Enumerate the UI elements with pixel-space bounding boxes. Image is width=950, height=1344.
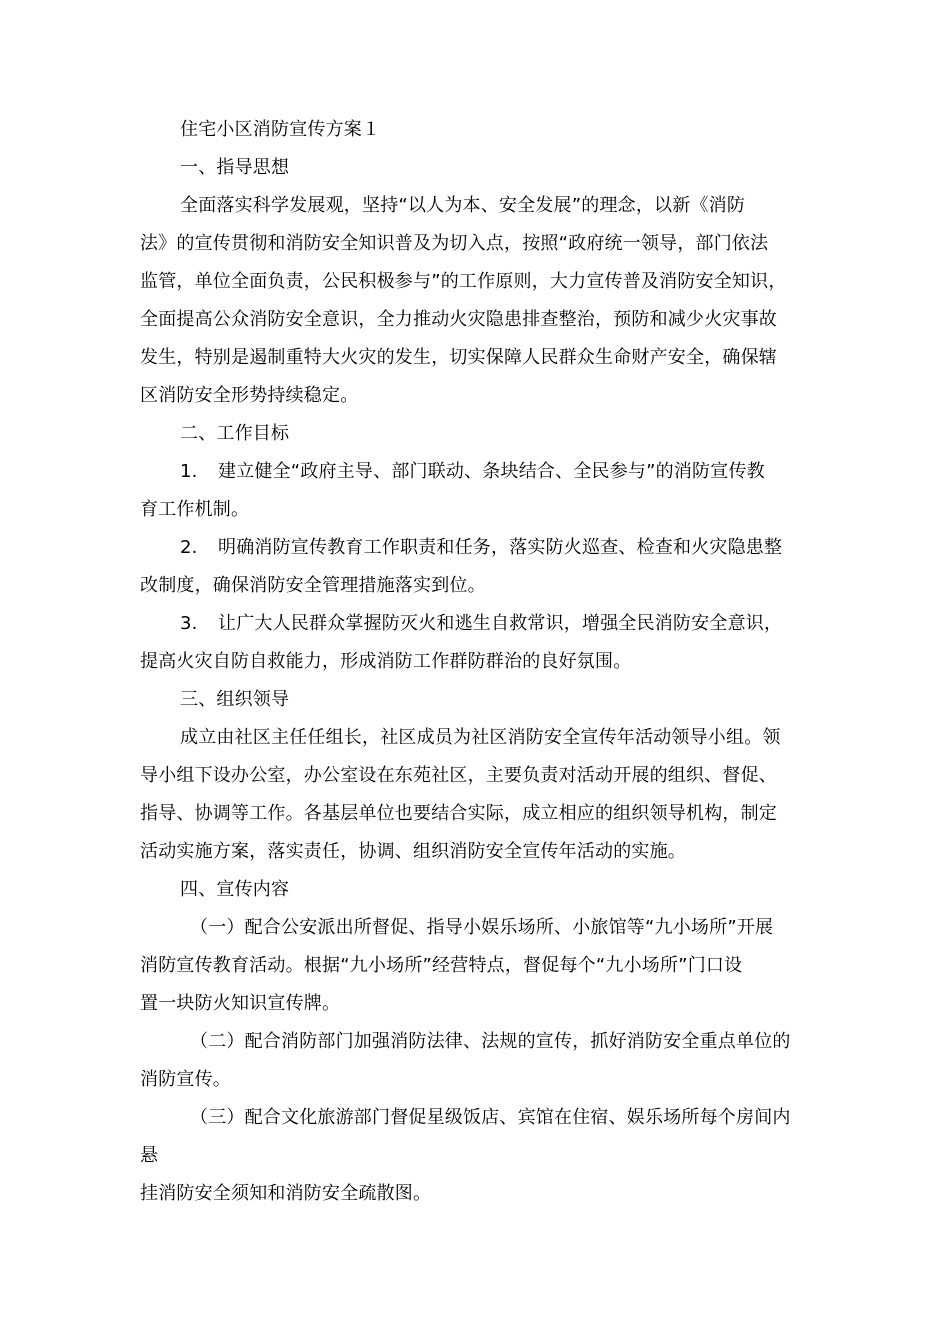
item-text: 建立健全“政府主导、部门联动、条块结合、全民参与”的消防宣传教 (218, 461, 765, 482)
paragraph-line: 指导、协调等工作。各基层单位也要结合实际，成立相应的组织领导机构，制定 (140, 803, 777, 824)
numbered-item-2 (180, 536, 782, 560)
item-number: 3. (180, 613, 198, 634)
document-title: 住宅小区消防宣传方案１ (180, 119, 381, 140)
sub-item-3: （三）配合文化旅游部门督促星级饭店、宾馆在住宿、娱乐场所每个房间内 (190, 1107, 791, 1128)
item-number: 2. (180, 537, 198, 558)
section-heading-2: 二、工作目标 (180, 423, 290, 444)
paragraph-line: 全面落实科学发展观，坚持“以人为本、安全发展”的理念，以新《消防 (180, 195, 746, 216)
paragraph-line: 挂消防安全须知和消防安全疏散图。 (140, 1183, 432, 1204)
paragraph-line: 法》的宣传贯彻和消防安全知识普及为切入点，按照“政府统一领导，部门依法 (140, 233, 769, 254)
paragraph-line: 消防宣传。 (140, 1069, 231, 1090)
paragraph-line: 提高火灾自防自救能力，形成消防工作群防群治的良好氛围。 (140, 651, 632, 672)
paragraph-line: 悬 (140, 1145, 159, 1166)
paragraph-line: 育工作机制。 (140, 499, 250, 520)
paragraph-line: 区消防安全形势持续稳定。 (140, 385, 359, 406)
numbered-item-1 (180, 460, 765, 484)
item-text: 让广大人民群众掌握防灭火和逃生自救常识，增强全民消防安全意识， (218, 613, 783, 634)
paragraph-line: 置一块防火知识宣传牌。 (140, 993, 341, 1014)
sub-item-1: （一）配合公安派出所督促、指导小娱乐场所、小旅馆等“九小场所”开展 (190, 917, 774, 938)
item-text: 明确消防宣传教育工作职责和任务，落实防火巡查、检查和火灾隐患整 (218, 537, 783, 558)
section-heading-3: 三、组织领导 (180, 689, 290, 710)
numbered-item-3 (180, 612, 782, 636)
section-heading-1: 一、指导思想 (180, 157, 290, 178)
paragraph-line: 发生，特别是遏制重特大火灾的发生，切实保障人民群众生命财产安全，确保辖 (140, 347, 777, 368)
paragraph-line: 导小组下设办公室，办公室设在东苑社区，主要负责对活动开展的组织、督促、 (140, 765, 777, 786)
sub-item-2: （二）配合消防部门加强消防法律、法规的宣传，抓好消防安全重点单位的 (190, 1031, 791, 1052)
paragraph-line: 全面提高公众消防安全意识，全力推动火灾隐患排查整治，预防和减少火灾事故 (140, 309, 777, 330)
paragraph-line: 成立由社区主任任组长，社区成员为社区消防安全宣传年活动领导小组。领 (180, 727, 781, 748)
paragraph-line: 消防宣传教育活动。根据“九小场所”经营特点，督促每个“九小场所”门口设 (140, 955, 743, 976)
paragraph-line: 改制度，确保消防安全管理措施落实到位。 (140, 575, 486, 596)
item-number: 1. (180, 461, 198, 482)
section-heading-4: 四、宣传内容 (180, 879, 290, 900)
paragraph-line: 监管，单位全面负责，公民积极参与”的工作原则，大力宣传普及消防安全知识， (140, 271, 787, 292)
paragraph-line: 活动实施方案，落实责任，协调、组织消防安全宣传年活动的实施。 (140, 841, 686, 862)
